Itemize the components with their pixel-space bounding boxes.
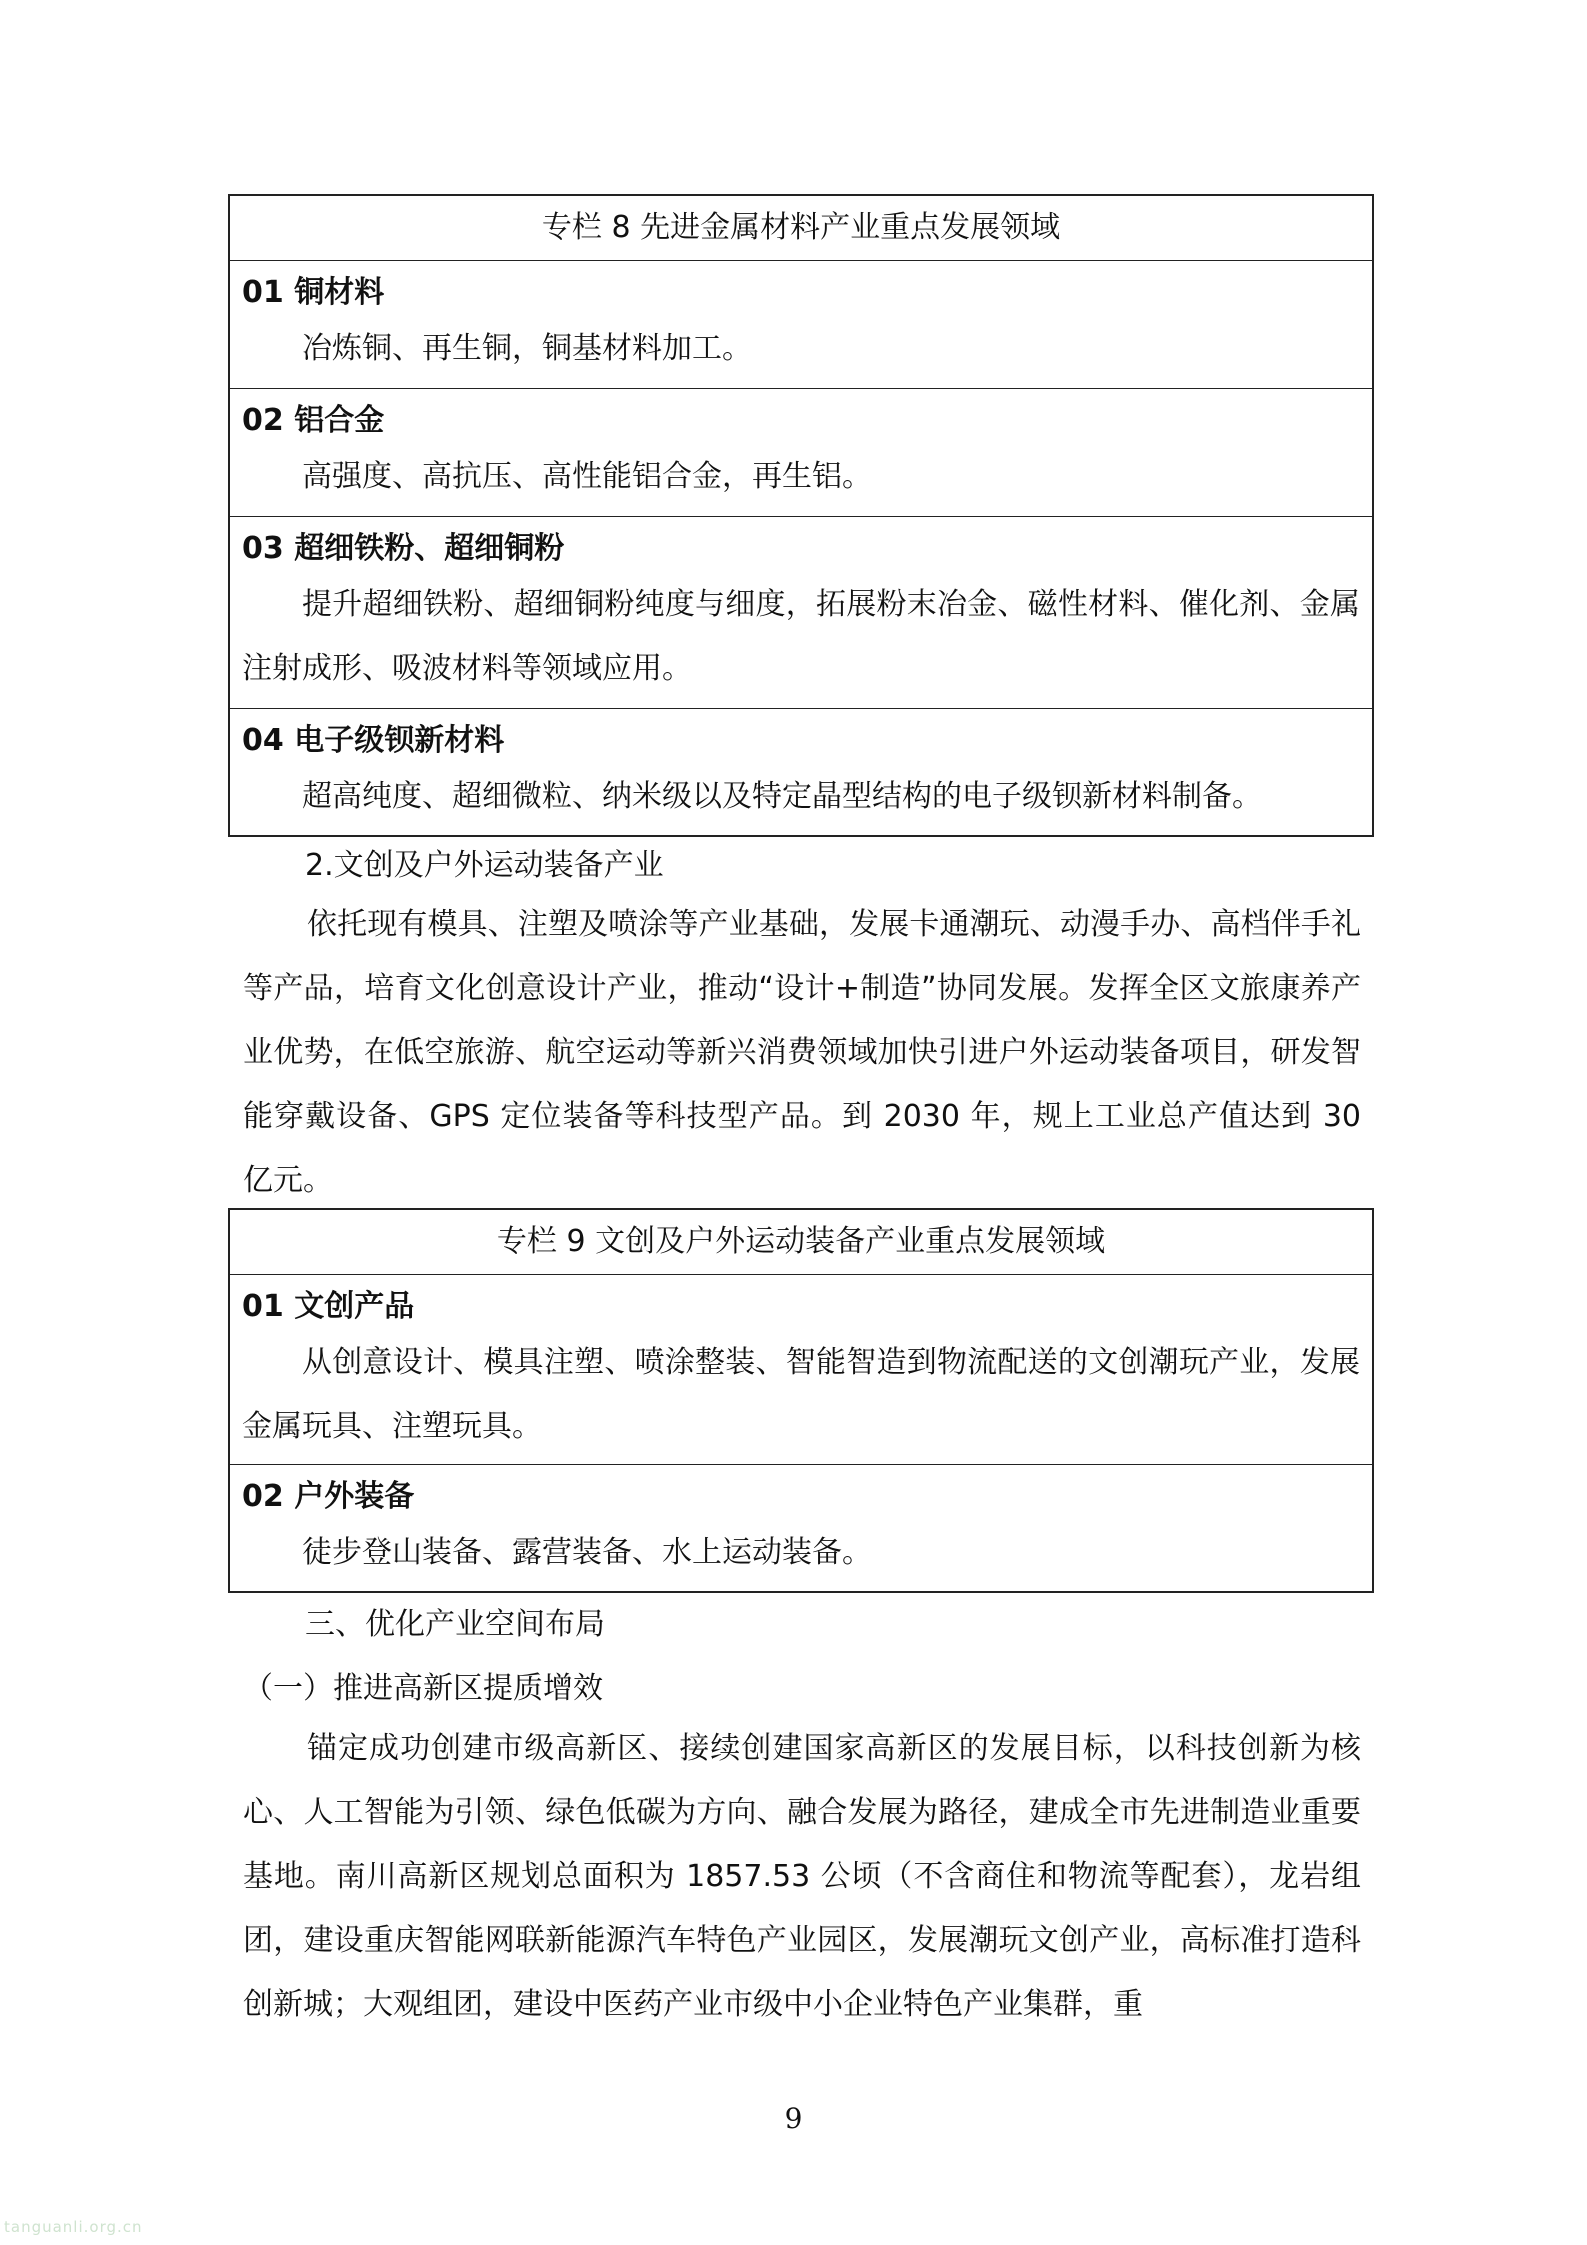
watermark-text: tanguanli.org.cn xyxy=(4,2218,143,2236)
section-text: 高强度、高抗压、高性能铝合金，再生铝。 xyxy=(302,459,872,494)
section-2-heading: 2.文创及户外运动装备产业 xyxy=(305,848,664,883)
page-number: 9 xyxy=(784,2102,803,2135)
column-box-9 xyxy=(228,1208,1374,1593)
column-box-9-title: 专栏 9 文创及户外运动装备产业重点发展领域 xyxy=(230,1210,1372,1275)
section-text: 冶炼铜、再生铜，铜基材料加工。 xyxy=(302,331,752,366)
column-box-8 xyxy=(228,194,1374,837)
section-heading: 03 超细铁粉、超细铜粉 xyxy=(242,531,565,566)
section-text: 超高纯度、超细微粒、纳米级以及特定晶型结构的电子级钡新材料制备。 xyxy=(302,779,1262,814)
column-box-8-title: 专栏 8 先进金属材料产业重点发展领域 xyxy=(230,196,1372,261)
section-heading: 01 铜材料 xyxy=(242,275,385,310)
section-heading: 02 铝合金 xyxy=(242,403,385,438)
section-text: 从创意设计、模具注塑、喷涂整装、智能智造到物流配送的文创潮玩产业，发展金属玩具、注塑玩具。 xyxy=(242,1345,1360,1444)
column-box-9-section-1 xyxy=(230,1275,1372,1465)
part-3-subheading: （一）推进高新区提质增效 xyxy=(243,1671,603,1706)
column-box-8-section-2 xyxy=(230,389,1372,517)
section-text: 提升超细铁粉、超细铜粉纯度与细度，拓展粉末冶金、磁性材料、催化剂、金属注射成形、吸波材料等领域应用。 xyxy=(242,587,1360,686)
part-3-paragraph: 锚定成功创建市级高新区、接续创建国家高新区的发展目标，以科技创新为核心、人工智能为引领、绿色低碳为方向、融合发展为路径，建成全市先进制造业重要基地。南川高新区规划总面积为 1857.53 公顷（不含商住和物流等配套），龙岩组团，建设重庆智能网联新能源汽车特色产业园区，发展潮玩文创产业，高标准打造科创新城；大观组团，建设中医药产业市级中小企业特色产业集群，重 xyxy=(243,1731,1361,2022)
section-heading: 04 电子级钡新材料 xyxy=(242,723,505,758)
section-heading: 02 户外装备 xyxy=(242,1479,415,1514)
column-box-8-section-1 xyxy=(230,261,1372,389)
column-box-9-section-2 xyxy=(230,1465,1372,1591)
section-heading: 01 文创产品 xyxy=(242,1289,415,1324)
column-box-8-section-4 xyxy=(230,709,1372,835)
column-box-8-section-3 xyxy=(230,517,1372,709)
section-text: 徒步登山装备、露营装备、水上运动装备。 xyxy=(302,1535,872,1570)
section-2-paragraph: 依托现有模具、注塑及喷涂等产业基础，发展卡通潮玩、动漫手办、高档伴手礼等产品，培育文化创意设计产业，推动“设计+制造”协同发展。发挥全区文旅康养产业优势，在低空旅游、航空运动等新兴消费领域加快引进户外运动装备项目，研发智能穿戴设备、GPS 定位装备等科技型产品。到 2030 年，规上工业总产值达到 30 亿元。 xyxy=(243,907,1361,1198)
part-3-heading: 三、优化产业空间布局 xyxy=(305,1607,605,1642)
